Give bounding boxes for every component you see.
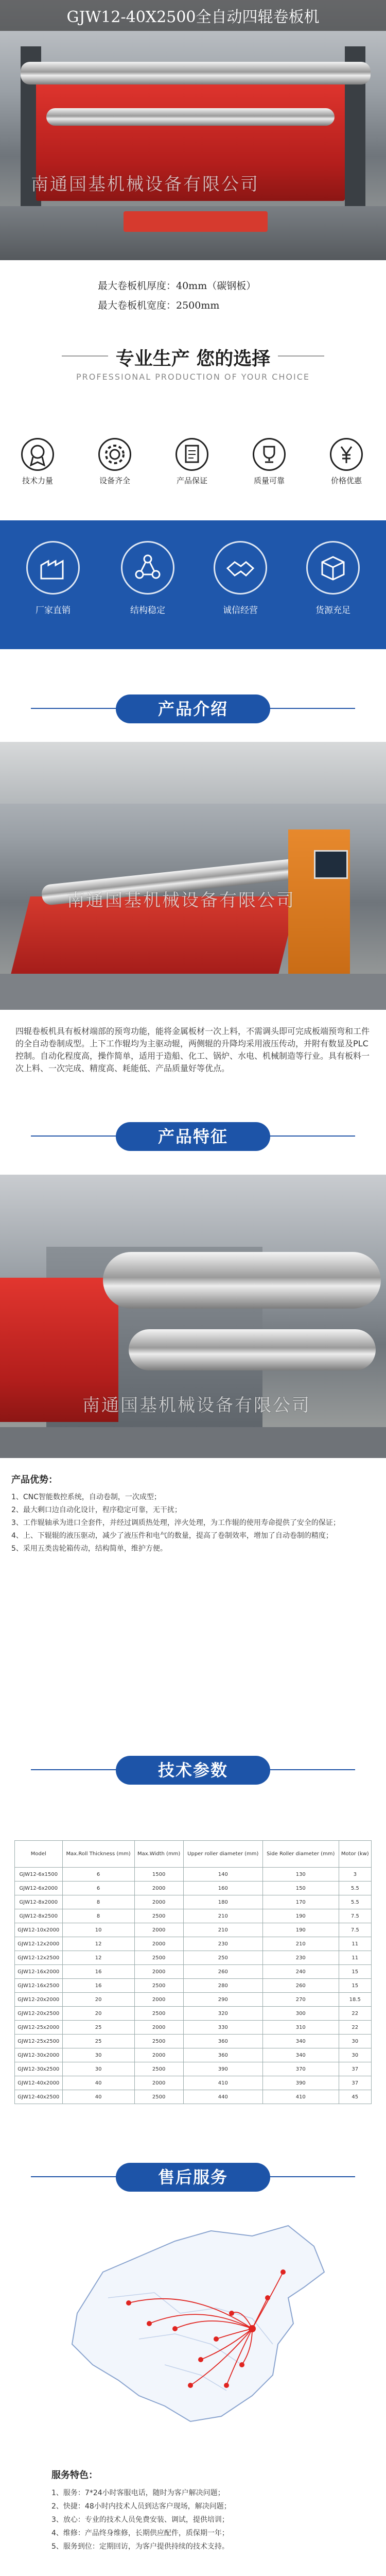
table-cell: GJW12-8x2000 <box>15 1895 63 1909</box>
table-cell: 5.5 <box>339 1895 371 1909</box>
table-cell: GJW12-6x2000 <box>15 1882 63 1895</box>
table-cell: 2500 <box>134 2062 183 2076</box>
list-item: 3、工作辊轴承为进口全套件，并经过调质热处理，淬火处理，为工作辊的使用寿命提供了安全的保证； <box>11 1519 340 1527</box>
table-row <box>15 1895 372 1909</box>
table-cell: 370 <box>262 2062 339 2076</box>
gear-icon <box>98 438 131 471</box>
advantage-item: 诚信经营 <box>204 541 276 616</box>
list-item: 1、CNC智能数控系统，自动卷制，一次成型； <box>11 1493 161 1501</box>
table-cell: 22 <box>339 2021 371 2035</box>
table-cell: 8 <box>62 1895 134 1909</box>
table-cell: 210 <box>262 1937 339 1951</box>
table-cell: 30 <box>339 2048 371 2062</box>
list-item: 4、维修：产品终身维修，长期供应配件，质保期一年； <box>51 2529 229 2537</box>
table-cell: 340 <box>262 2048 339 2062</box>
table-cell: 15 <box>339 1965 371 1979</box>
table-cell: GJW12-6x1500 <box>15 1868 63 1882</box>
table-cell: 11 <box>339 1951 371 1965</box>
intro-photo: 南通国基机械设备有限公司 <box>0 742 386 1010</box>
table-row <box>15 2021 372 2035</box>
slogan-main: 专业生产 您的选择 <box>115 348 271 369</box>
section-title: 售后服务 <box>116 2163 270 2192</box>
table-row <box>15 2035 372 2048</box>
table-cell: 2500 <box>134 1979 183 1993</box>
box-icon <box>306 541 360 595</box>
china-map <box>46 2210 340 2447</box>
service-list <box>51 2486 360 2553</box>
intro-text: 四辊卷板机具有板材端部的预弯功能，能将金属板材一次上料，不需调头即可完成板端预弯和工件的全自动卷制成型。上下工作辊均为主驱动辊，两侧辊的升降均采用液压传动，并附有数显及PLC控制。自动化程度高，操作简单，适用于造船、化工、锅炉、水电、机械制造等行业。具有板料一次上料、一次完成、精度高、耗能低、产品质量好等优点。 <box>15 1026 370 1073</box>
table-cell: 40 <box>62 2090 134 2104</box>
advantage-item: 结构稳定 <box>112 541 184 616</box>
table-cell: 7.5 <box>339 1909 371 1923</box>
table-cell: GJW12-40x2500 <box>15 2090 63 2104</box>
table-cell: 190 <box>262 1909 339 1923</box>
table-cell: 440 <box>183 2090 262 2104</box>
table-row <box>15 1993 372 2007</box>
table-header: Motor (kw) <box>339 1841 371 1868</box>
table-cell: 6 <box>62 1882 134 1895</box>
table-header: Max.Roll Thickness (mm) <box>62 1841 134 1868</box>
table-cell: 230 <box>183 1937 262 1951</box>
section-title: 技术参数 <box>116 1756 270 1785</box>
trophy-icon <box>253 438 286 471</box>
table-cell: 2000 <box>134 2076 183 2090</box>
table-cell: 340 <box>262 2035 339 2048</box>
table-cell: 310 <box>262 2021 339 2035</box>
list-item: 3、放心：专业的技术人员免费安装、调试，提供培训； <box>51 2516 229 2524</box>
table-cell: 11 <box>339 1937 371 1951</box>
table-cell: 2000 <box>134 1882 183 1895</box>
table-cell: 2000 <box>134 2021 183 2035</box>
table-row <box>15 1923 372 1937</box>
table-row <box>15 1937 372 1951</box>
table-header: Upper roller diameter (mm) <box>183 1841 262 1868</box>
table-cell: 18.5 <box>339 1993 371 2007</box>
list-item: 2、最大剩口边自动化设计，程序稳定可靠，无干扰； <box>11 1506 182 1514</box>
table-row <box>15 1868 372 1882</box>
table-cell: 210 <box>183 1923 262 1937</box>
watermark: 南通国基机械设备有限公司 <box>31 174 259 195</box>
table-cell: 2000 <box>134 1923 183 1937</box>
table-cell: 2000 <box>134 1895 183 1909</box>
table-cell: 2500 <box>134 1909 183 1923</box>
table-cell: 37 <box>339 2076 371 2090</box>
table-cell: 320 <box>183 2007 262 2021</box>
table-cell: 250 <box>183 1951 262 1965</box>
table-header: Model <box>15 1841 63 1868</box>
spec-thickness: 最大卷板机厚度：40mm（碳钢板） <box>98 280 256 292</box>
section-service-header <box>0 2154 386 2200</box>
table-row <box>15 2076 372 2090</box>
list-item: 5、服务到位：定期回访，为客户提供持续的技术支持。 <box>51 2543 229 2551</box>
table-cell: 22 <box>339 2007 371 2021</box>
table-cell: 25 <box>62 2021 134 2035</box>
table-cell: 290 <box>183 1993 262 2007</box>
section-characteristics-header <box>0 1113 386 1159</box>
feature-item: 质量可靠 <box>246 438 292 486</box>
table-row <box>15 2062 372 2076</box>
table-cell: GJW12-12x2000 <box>15 1937 63 1951</box>
table-cell: 180 <box>183 1895 262 1909</box>
feature-item: 设备齐全 <box>92 438 138 486</box>
table-cell: 390 <box>262 2076 339 2090</box>
table-cell: 37 <box>339 2062 371 2076</box>
table-cell: 2000 <box>134 1993 183 2007</box>
table-row <box>15 1882 372 1895</box>
slogan-sub: PROFESSIONAL PRODUCTION OF YOUR CHOICE <box>76 372 310 382</box>
list-item: 5、采用五类齿轮箱传动，结构简单，维护方便。 <box>11 1545 167 1553</box>
table-cell: GJW12-8x2500 <box>15 1909 63 1923</box>
table-cell: 360 <box>183 2048 262 2062</box>
table-row <box>15 2007 372 2021</box>
table-row <box>15 1965 372 1979</box>
table-cell: 150 <box>262 1882 339 1895</box>
table-cell: 140 <box>183 1868 262 1882</box>
table-cell: GJW12-25x2500 <box>15 2035 63 2048</box>
characteristics-photo: 南通国基机械设备有限公司 <box>0 1175 386 1458</box>
table-cell: 45 <box>339 2090 371 2104</box>
advantages-panel <box>0 520 386 649</box>
params-table <box>14 1840 372 2104</box>
table-cell: 360 <box>183 2035 262 2048</box>
section-title: 产品特征 <box>116 1122 270 1151</box>
table-cell: 16 <box>62 1965 134 1979</box>
feature-item: 价格优惠 <box>323 438 370 486</box>
table-cell: 20 <box>62 1993 134 2007</box>
table-cell: 10 <box>62 1923 134 1937</box>
badge-icon <box>21 438 54 471</box>
table-cell: GJW12-10x2000 <box>15 1923 63 1937</box>
factory-icon <box>26 541 80 595</box>
table-header: Side Roller diameter (mm) <box>262 1841 339 1868</box>
table-cell: 30 <box>62 2062 134 2076</box>
table-cell: 16 <box>62 1979 134 1993</box>
table-cell: 2500 <box>134 2035 183 2048</box>
table-cell: 2500 <box>134 2007 183 2021</box>
table-cell: 280 <box>183 1979 262 1993</box>
table-cell: 5.5 <box>339 1882 371 1895</box>
table-cell: GJW12-40x2000 <box>15 2076 63 2090</box>
table-cell: GJW12-16x2500 <box>15 1979 63 1993</box>
section-intro-header <box>0 685 386 732</box>
table-cell: GJW12-25x2000 <box>15 2021 63 2035</box>
table-cell: GJW12-30x2500 <box>15 2062 63 2076</box>
table-cell: GJW12-16x2000 <box>15 1965 63 1979</box>
table-cell: 410 <box>262 2090 339 2104</box>
table-cell: 2500 <box>134 1951 183 1965</box>
advantage-item: 厂家直销 <box>17 541 89 616</box>
list-item: 4、上、下辊辊的液压驱动，减少了液压件和电气的数量，提高了卷制效率，增加了自动卷制的精度； <box>11 1532 333 1540</box>
list-item: 1、服务：7*24小时客服电话，随时为客户解决问题； <box>51 2489 225 2497</box>
list-item: 2、快捷：48小时内技术人员到达客户现场，解决问题； <box>51 2502 231 2511</box>
table-cell: 30 <box>339 2035 371 2048</box>
table-cell: 3 <box>339 1868 371 1882</box>
table-cell: 230 <box>262 1951 339 1965</box>
table-header: Max.Width (mm) <box>134 1841 183 1868</box>
table-cell: 260 <box>183 1965 262 1979</box>
spec-width: 最大卷板机宽度：2500mm <box>98 300 220 311</box>
table-cell: 130 <box>262 1868 339 1882</box>
table-cell: 2000 <box>134 2048 183 2062</box>
table-cell: 260 <box>262 1979 339 1993</box>
table-cell: 40 <box>62 2076 134 2090</box>
table-cell: GJW12-12x2500 <box>15 1951 63 1965</box>
feature-item: 产品保证 <box>169 438 215 486</box>
table-cell: 8 <box>62 1909 134 1923</box>
table-cell: 1500 <box>134 1868 183 1882</box>
table-cell: 240 <box>262 1965 339 1979</box>
table-row <box>15 1909 372 1923</box>
table-cell: 270 <box>262 1993 339 2007</box>
page-title: GJW12-40X2500全自动四辊卷板机 <box>66 8 320 26</box>
yen-icon <box>330 438 363 471</box>
table-row <box>15 1979 372 1993</box>
table-cell: 170 <box>262 1895 339 1909</box>
table-cell: 15 <box>339 1979 371 1993</box>
table-cell: 25 <box>62 2035 134 2048</box>
table-cell: 190 <box>262 1923 339 1937</box>
table-row <box>15 2048 372 2062</box>
table-cell: 20 <box>62 2007 134 2021</box>
section-params-header <box>0 1747 386 1793</box>
table-row <box>15 2090 372 2104</box>
table-cell: 330 <box>183 2021 262 2035</box>
structure-icon <box>121 541 174 595</box>
characteristics-list <box>11 1491 372 1555</box>
table-cell: 210 <box>183 1909 262 1923</box>
table-cell: 2500 <box>134 2090 183 2104</box>
table-cell: 12 <box>62 1951 134 1965</box>
feature-item: 技术力量 <box>14 438 61 486</box>
characteristics-heading: 产品优势： <box>11 1475 58 1485</box>
service-heading: 服务特色： <box>51 2470 98 2481</box>
section-title: 产品介绍 <box>116 694 270 723</box>
table-row <box>15 1951 372 1965</box>
table-cell: GJW12-30x2000 <box>15 2048 63 2062</box>
table-cell: GJW12-20x2000 <box>15 1993 63 2007</box>
table-cell: 300 <box>262 2007 339 2021</box>
table-cell: 390 <box>183 2062 262 2076</box>
table-cell: 7.5 <box>339 1923 371 1937</box>
table-cell: 2000 <box>134 1965 183 1979</box>
table-cell: 12 <box>62 1937 134 1951</box>
table-cell: 30 <box>62 2048 134 2062</box>
handshake-icon <box>214 541 267 595</box>
hero-photo <box>0 0 386 260</box>
table-cell: 410 <box>183 2076 262 2090</box>
table-cell: 6 <box>62 1868 134 1882</box>
document-icon <box>176 438 208 471</box>
table-cell: 2000 <box>134 1937 183 1951</box>
advantage-item: 货源充足 <box>297 541 369 616</box>
table-cell: 160 <box>183 1882 262 1895</box>
table-cell: GJW12-20x2500 <box>15 2007 63 2021</box>
